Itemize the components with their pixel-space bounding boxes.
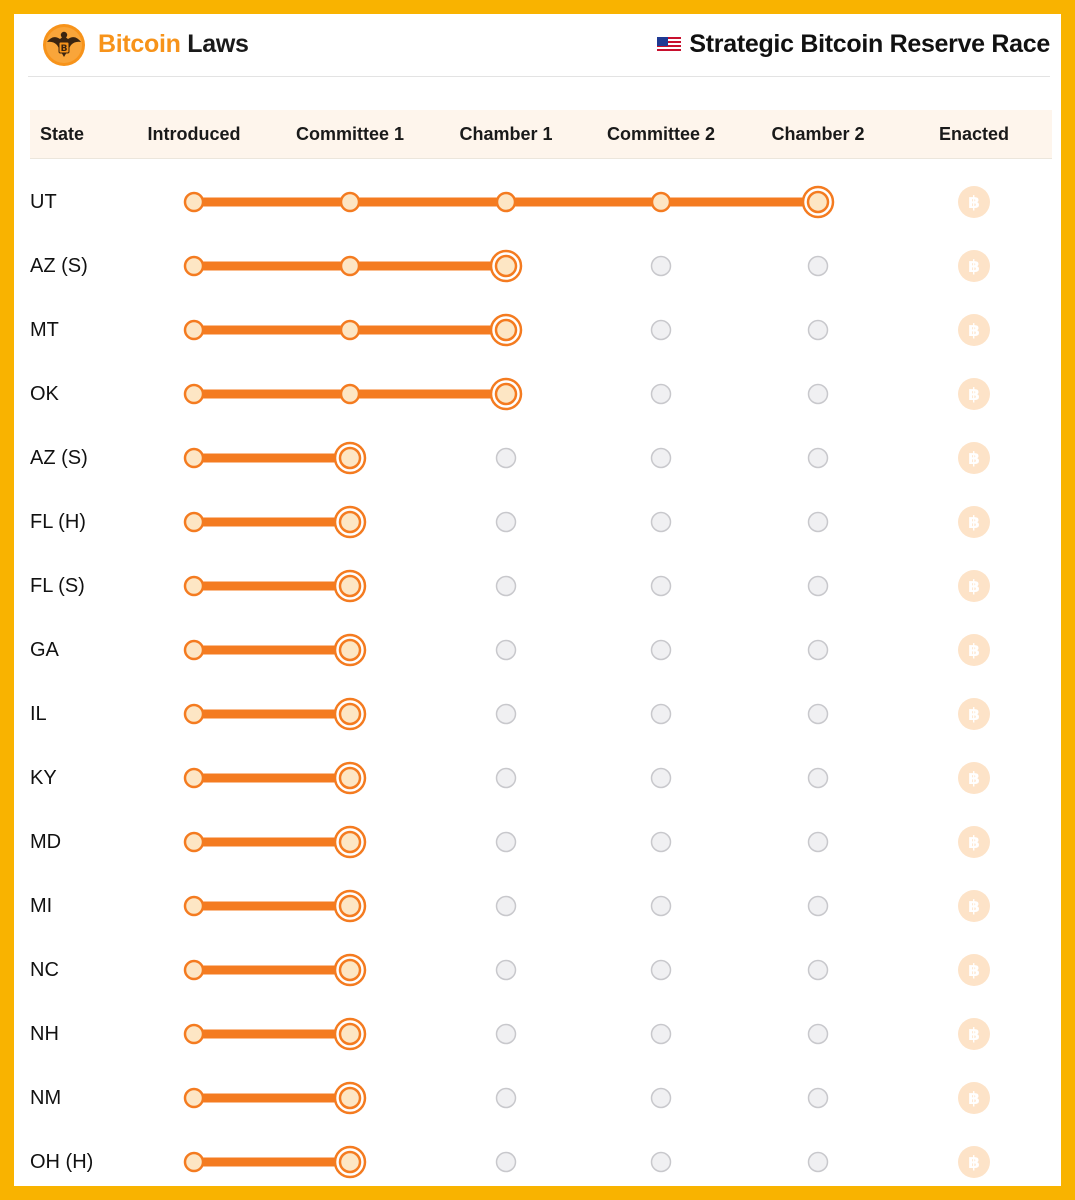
race-title (657, 30, 1050, 59)
brand-part-bitcoin: Bitcoin (98, 30, 181, 58)
stage-node-pending[interactable] (652, 705, 671, 724)
svg-text:฿: ฿ (968, 321, 980, 341)
stage-node-pending[interactable] (652, 513, 671, 532)
state-label: NC (30, 959, 59, 981)
stage-node-pending[interactable] (809, 1025, 828, 1044)
svg-text:฿: ฿ (968, 961, 980, 981)
column-header-committee-2: Committee 2 (606, 124, 716, 144)
stage-node-current[interactable] (335, 955, 365, 985)
progress-track (30, 682, 1052, 746)
progress-track (30, 362, 1052, 426)
stage-node-pending[interactable] (652, 1025, 671, 1044)
stage-node-pending[interactable] (652, 321, 671, 340)
stage-node-current[interactable] (335, 571, 365, 601)
stage-node-current[interactable] (335, 1083, 365, 1113)
table-row[interactable] (30, 490, 1052, 554)
stage-node-pending[interactable] (497, 1153, 516, 1172)
state-label: MT (30, 319, 59, 341)
stage-node-complete[interactable] (185, 833, 203, 851)
progress-track (30, 234, 1052, 298)
stage-node-pending[interactable] (652, 833, 671, 852)
stage-node-current[interactable] (335, 827, 365, 857)
state-label: FL (S) (30, 575, 85, 597)
stage-node-complete[interactable] (185, 897, 203, 915)
stage-node-complete[interactable] (185, 769, 203, 787)
brand-name[interactable] (98, 30, 249, 59)
state-label: MD (30, 831, 62, 853)
bitcoin-coin-icon (958, 698, 990, 730)
progress-track (30, 298, 1052, 362)
progress-track (30, 810, 1052, 874)
stage-node-complete[interactable] (185, 1025, 203, 1043)
stage-node-pending[interactable] (809, 257, 828, 276)
stage-node-pending[interactable] (652, 769, 671, 788)
state-label: UT (30, 191, 57, 213)
bitcoin-coin-icon (958, 1018, 990, 1050)
stage-node-pending[interactable] (497, 769, 516, 788)
progress-track (30, 746, 1052, 810)
stage-node-pending[interactable] (497, 641, 516, 660)
svg-text:฿: ฿ (968, 577, 980, 597)
stage-node-pending[interactable] (652, 1153, 671, 1172)
stage-node-pending[interactable] (497, 449, 516, 468)
svg-text:฿: ฿ (968, 513, 980, 533)
stage-node-pending[interactable] (652, 577, 671, 596)
table-row[interactable] (30, 874, 1052, 938)
stage-node-current[interactable] (335, 763, 365, 793)
state-label: NM (30, 1087, 62, 1109)
table-header (30, 110, 1052, 159)
column-header-state: State (40, 124, 85, 144)
bitcoin-coin-icon (958, 826, 990, 858)
brand-part-laws: Laws (187, 30, 249, 58)
state-label: FL (H) (30, 511, 86, 533)
svg-text:฿: ฿ (968, 193, 980, 213)
stage-node-complete[interactable] (652, 193, 670, 211)
stage-node-complete[interactable] (185, 193, 203, 211)
stage-node-pending[interactable] (809, 449, 828, 468)
stage-node-pending[interactable] (497, 897, 516, 916)
stage-node-complete[interactable] (185, 385, 203, 403)
svg-text:฿: ฿ (968, 449, 980, 469)
table-row[interactable] (30, 554, 1052, 618)
stage-node-current[interactable] (335, 891, 365, 921)
stage-node-current[interactable] (491, 379, 521, 409)
state-label: GA (30, 639, 59, 661)
bitcoin-coin-icon (958, 442, 990, 474)
state-label: OH (H) (30, 1151, 94, 1173)
stage-node-pending[interactable] (652, 641, 671, 660)
us-flag-icon (657, 37, 681, 53)
stage-node-complete[interactable] (185, 1153, 203, 1171)
state-label: MI (30, 895, 53, 917)
stage-node-pending[interactable] (652, 257, 671, 276)
stage-node-current[interactable] (803, 187, 833, 217)
table-row[interactable] (30, 1066, 1052, 1130)
progress-track (30, 938, 1052, 1002)
table-row[interactable] (30, 170, 1052, 234)
stage-node-current[interactable] (335, 1147, 365, 1177)
svg-text:฿: ฿ (968, 1153, 980, 1173)
stage-node-pending[interactable] (497, 961, 516, 980)
state-label: IL (30, 703, 47, 725)
stage-node-complete[interactable] (341, 257, 359, 275)
stage-node-pending[interactable] (809, 1089, 828, 1108)
svg-text:฿: ฿ (968, 1025, 980, 1045)
stage-node-pending[interactable] (652, 897, 671, 916)
svg-text:฿: ฿ (968, 257, 980, 277)
stage-node-complete[interactable] (185, 961, 203, 979)
stage-node-pending[interactable] (497, 513, 516, 532)
stage-node-current[interactable] (335, 699, 365, 729)
svg-text:฿: ฿ (968, 641, 980, 661)
stage-node-complete[interactable] (341, 321, 359, 339)
column-header-committee-1: Committee 1 (295, 124, 405, 144)
stage-node-complete[interactable] (185, 321, 203, 339)
header (28, 14, 1050, 77)
stage-node-complete[interactable] (497, 193, 515, 211)
column-header-introduced: Introduced (147, 124, 241, 144)
bitcoin-coin-icon (958, 570, 990, 602)
stage-node-complete[interactable] (185, 1089, 203, 1107)
progress-track (30, 618, 1052, 682)
stage-node-complete[interactable] (185, 449, 203, 467)
state-label: NH (30, 1023, 59, 1045)
bitcoin-coin-icon (958, 1146, 990, 1178)
table-row[interactable] (30, 618, 1052, 682)
stage-node-pending[interactable] (809, 897, 828, 916)
stage-node-pending[interactable] (652, 449, 671, 468)
progress-track (30, 554, 1052, 618)
stage-node-pending[interactable] (497, 577, 516, 596)
table-row[interactable] (30, 746, 1052, 810)
stage-node-complete[interactable] (185, 513, 203, 531)
stage-node-current[interactable] (335, 443, 365, 473)
stage-node-pending[interactable] (652, 385, 671, 404)
stage-node-pending[interactable] (809, 513, 828, 532)
bitcoin-coin-icon (958, 506, 990, 538)
stage-node-pending[interactable] (809, 1153, 828, 1172)
progress-track (30, 490, 1052, 554)
table-row[interactable] (30, 1130, 1052, 1186)
state-label: AZ (S) (30, 255, 88, 277)
stage-node-pending[interactable] (497, 1025, 516, 1044)
svg-text:B: B (60, 44, 68, 54)
table-row[interactable] (30, 682, 1052, 746)
progress-track (30, 1130, 1052, 1186)
stage-node-pending[interactable] (809, 577, 828, 596)
stage-node-pending[interactable] (809, 833, 828, 852)
progress-track (30, 874, 1052, 938)
eagle-seal-logo-icon[interactable] (43, 24, 85, 66)
stage-node-current[interactable] (491, 315, 521, 345)
stage-node-complete[interactable] (185, 641, 203, 659)
table-row[interactable] (30, 362, 1052, 426)
bitcoin-coin-icon (958, 1082, 990, 1114)
bitcoin-coin-icon (958, 186, 990, 218)
state-label: OK (30, 383, 59, 405)
race-title-text: Strategic Bitcoin Reserve Race (689, 30, 1050, 58)
state-label: AZ (S) (30, 447, 88, 469)
stage-node-pending[interactable] (497, 833, 516, 852)
stage-node-complete[interactable] (185, 705, 203, 723)
progress-track (30, 1002, 1052, 1066)
stage-node-pending[interactable] (809, 769, 828, 788)
progress-track (30, 170, 1052, 234)
bitcoin-coin-icon (958, 762, 990, 794)
stage-node-pending[interactable] (497, 1089, 516, 1108)
stage-node-complete[interactable] (341, 385, 359, 403)
table-row[interactable] (30, 298, 1052, 362)
bitcoin-coin-icon (958, 634, 990, 666)
svg-text:฿: ฿ (968, 897, 980, 917)
stage-node-current[interactable] (335, 507, 365, 537)
stage-node-pending[interactable] (809, 641, 828, 660)
stage-node-pending[interactable] (809, 961, 828, 980)
bitcoin-coin-icon (958, 314, 990, 346)
progress-track (30, 1066, 1052, 1130)
stage-node-complete[interactable] (185, 577, 203, 595)
stage-node-current[interactable] (491, 251, 521, 281)
stage-node-complete[interactable] (185, 257, 203, 275)
svg-text:฿: ฿ (968, 833, 980, 853)
svg-text:฿: ฿ (968, 385, 980, 405)
bitcoin-coin-icon (958, 954, 990, 986)
svg-text:฿: ฿ (968, 769, 980, 789)
stage-node-current[interactable] (335, 1019, 365, 1049)
stage-node-current[interactable] (335, 635, 365, 665)
stage-node-pending[interactable] (809, 321, 828, 340)
bitcoin-coin-icon (958, 890, 990, 922)
column-header-chamber-1: Chamber 1 (459, 124, 553, 144)
column-header-enacted: Enacted (938, 124, 1010, 144)
tracker-card (14, 14, 1061, 1186)
bitcoin-coin-icon (958, 250, 990, 282)
stage-node-pending[interactable] (652, 961, 671, 980)
stage-node-pending[interactable] (809, 385, 828, 404)
table-row[interactable] (30, 810, 1052, 874)
state-label: KY (30, 767, 57, 789)
bitcoin-coin-icon (958, 378, 990, 410)
stage-node-pending[interactable] (497, 705, 516, 724)
table-row[interactable] (30, 1002, 1052, 1066)
stage-node-pending[interactable] (809, 705, 828, 724)
progress-track (30, 426, 1052, 490)
stage-node-pending[interactable] (652, 1089, 671, 1108)
column-header-chamber-2: Chamber 2 (771, 124, 865, 144)
svg-text:฿: ฿ (968, 1089, 980, 1109)
stage-node-complete[interactable] (341, 193, 359, 211)
table-row[interactable] (30, 938, 1052, 1002)
table-row[interactable] (30, 426, 1052, 490)
svg-text:฿: ฿ (968, 705, 980, 725)
table-row[interactable] (30, 234, 1052, 298)
